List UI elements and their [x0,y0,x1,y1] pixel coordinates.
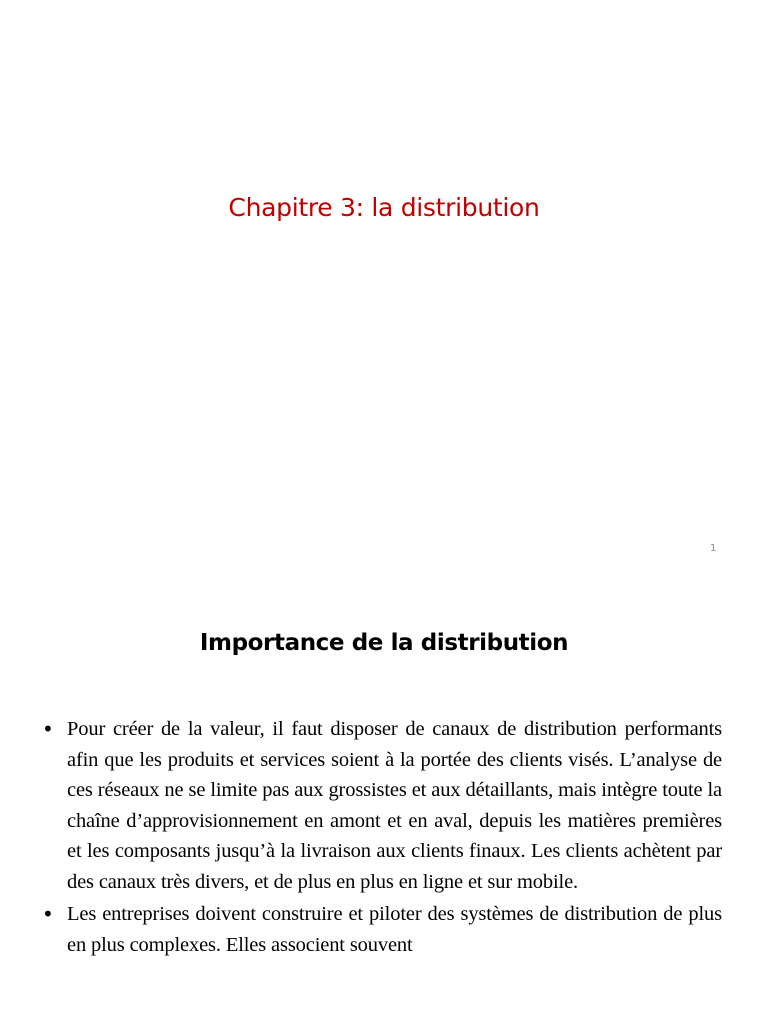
bullet-text: Les entreprises doivent construire et piloter des systèmes de distribution de plus en plus complexes. Elles associent souvent [67,903,722,956]
slide-title: Chapitre 3: la distribution [228,193,540,222]
bullet-text: Pour créer de la valeur, il faut disposer de canaux de distribution performants afin que les produits et services soient à la portée des clients visés. L’analyse de ces réseaux ne se limite pas aux grossistes et aux détaillants, mais intègre toute la chaîne d’approvisionnement en amont et en aval, depuis les matières premières et les composants jusqu’à la livraison aux clients finaux. Les clients achètent par des canaux très divers, et de plus en plus en ligne et sur mobile. [67,718,722,893]
bullet-icon: • [42,717,54,741]
list-item [40,714,722,897]
slide-number: 1 [710,543,717,554]
slide-title: Importance de la distribution [199,630,569,656]
bullet-list [40,714,722,962]
bullet-icon: • [42,902,54,926]
list-item [40,899,722,960]
slide-2 [0,576,768,1024]
